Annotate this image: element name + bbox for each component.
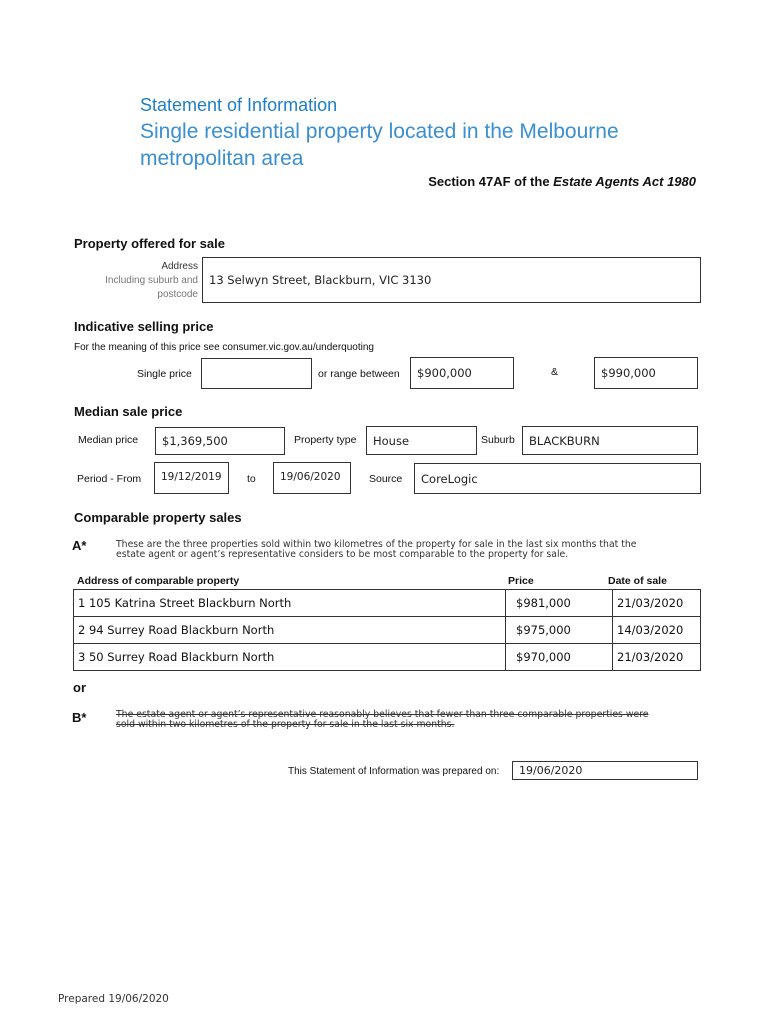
section-act: Estate Agents Act 1980 <box>553 174 696 189</box>
row-address: 1 105 Katrina Street Blackburn North <box>74 590 506 617</box>
suburb-field[interactable]: BLACKBURN <box>522 426 698 455</box>
table-row <box>74 617 701 644</box>
single-price-label: Single price <box>137 368 192 380</box>
row-price: $975,000 <box>506 617 613 644</box>
col-date-header: Date of sale <box>608 575 667 587</box>
row-date: 21/03/2020 <box>613 590 701 617</box>
or-label: or <box>73 680 86 695</box>
option-b-marker: B* <box>72 710 87 725</box>
table-row <box>74 644 701 671</box>
range-low-field[interactable]: $900,000 <box>410 357 514 389</box>
property-type-label: Property type <box>294 434 357 446</box>
col-price-header: Price <box>508 575 534 587</box>
option-a-text <box>116 540 637 560</box>
option-b-text <box>116 710 649 730</box>
suburb-label: Suburb <box>481 434 515 446</box>
indicative-heading: Indicative selling price <box>74 319 214 334</box>
page-subtitle-line2: metropolitan area <box>140 147 304 170</box>
period-from-field[interactable]: 19/12/2019 <box>154 462 229 494</box>
option-b-text-line2: sold within two kilometres of the property for sale in the last six months. <box>116 719 455 730</box>
row-address: 2 94 Surrey Road Blackburn North <box>74 617 506 644</box>
section-reference <box>428 174 696 189</box>
prepared-label: This Statement of Information was prepared on: <box>288 766 500 777</box>
comparable-table <box>73 589 701 671</box>
median-price-label: Median price <box>78 434 139 446</box>
prepared-date-field[interactable]: 19/06/2020 <box>512 761 698 780</box>
comparable-heading: Comparable property sales <box>74 510 242 525</box>
to-label: to <box>247 473 256 485</box>
table-row <box>74 590 701 617</box>
range-high-field[interactable]: $990,000 <box>594 357 698 389</box>
address-label <box>80 260 198 302</box>
period-to-field[interactable]: 19/06/2020 <box>273 462 351 494</box>
row-date: 21/03/2020 <box>613 644 701 671</box>
row-date: 14/03/2020 <box>613 617 701 644</box>
and-label: & <box>551 366 559 378</box>
property-heading: Property offered for sale <box>74 236 225 251</box>
option-a-text-line1: These are the three properties sold within two kilometres of the property for sale in the last six months that the <box>116 539 637 550</box>
page-subtitle-line1: Single residential property located in the Melbourne <box>140 120 619 143</box>
option-a-marker: A* <box>72 538 87 553</box>
address-label-line3: postcode <box>157 289 198 300</box>
source-label: Source <box>369 473 403 485</box>
address-label-line1: Address <box>161 261 198 272</box>
row-price: $981,000 <box>506 590 613 617</box>
source-field[interactable]: CoreLogic <box>414 463 701 494</box>
single-price-field[interactable] <box>201 358 312 389</box>
row-price: $970,000 <box>506 644 613 671</box>
period-label: Period - From <box>77 473 142 485</box>
option-a-text-line2: estate agent or agent’s representative considers to be most comparable to the property for sale. <box>116 549 569 560</box>
page-title: Statement of Information <box>140 95 338 115</box>
range-label: or range between <box>318 368 400 380</box>
underquoting-note: For the meaning of this price see consumer.vic.gov.au/underquoting <box>74 342 374 353</box>
property-type-field[interactable]: House <box>366 426 477 455</box>
median-heading: Median sale price <box>74 404 183 419</box>
section-prefix: Section 47AF of the <box>428 174 554 189</box>
option-b-text-line1: The estate agent or agent’s representative reasonably believes that fewer than three comparable properties were <box>116 709 649 720</box>
footer-prepared: Prepared 19/06/2020 <box>58 993 169 1005</box>
col-address-header: Address of comparable property <box>77 575 240 587</box>
address-label-line2: Including suburb and <box>105 275 198 286</box>
row-address: 3 50 Surrey Road Blackburn North <box>74 644 506 671</box>
address-field[interactable]: 13 Selwyn Street, Blackburn, VIC 3130 <box>202 257 701 303</box>
median-price-field[interactable]: $1,369,500 <box>155 427 285 455</box>
